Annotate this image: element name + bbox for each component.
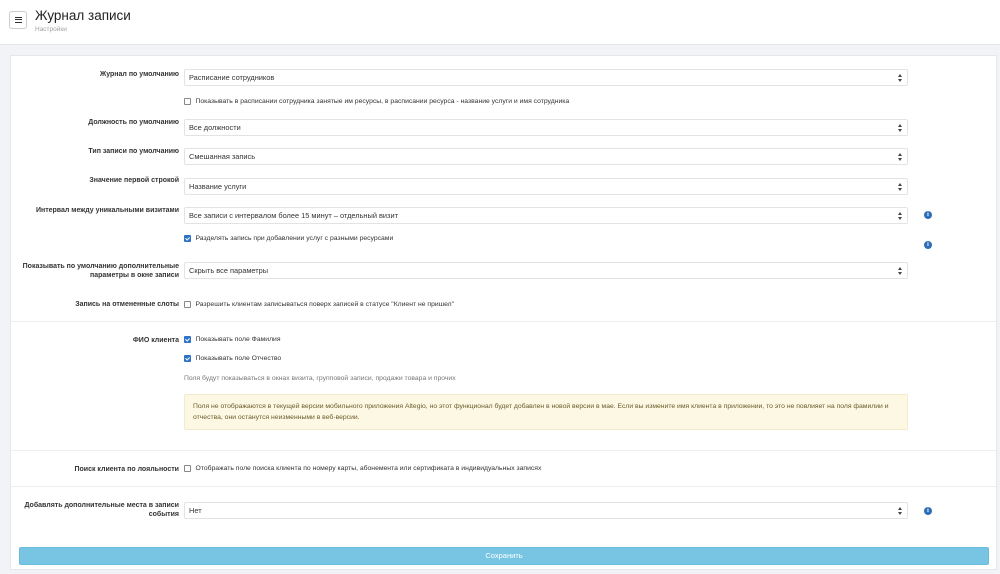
default-position-select[interactable] <box>184 119 908 136</box>
unique-visit-interval-label: Интервал между уникальными визитами <box>35 207 179 214</box>
sort-arrows-icon <box>898 124 903 132</box>
sort-arrows-icon <box>898 507 903 515</box>
save-button[interactable]: Сохранить <box>19 547 989 565</box>
mobile-app-warning: Поля не отображаются в текущей версии мобильного приложения Altegio, но этот функционал будет добавлен в новой версии в мае. Если вы измените имя клиента в приложении, то это не повлияет на поля фамилии и отчества, они останутся неизменными в веб-версии. <box>184 394 908 430</box>
settings-form <box>10 55 997 570</box>
sort-arrows-icon <box>898 74 903 82</box>
split-record-label: Разделять запись при добавлении услуг с разными ресурсами <box>195 235 394 242</box>
show-busy-resources-checkbox[interactable] <box>184 98 569 105</box>
page-header <box>0 0 1000 45</box>
client-name-hint: Поля будут показываться в окнах визита, групповой записи, продажи товара и прочих <box>184 375 456 382</box>
sort-arrows-icon <box>898 212 903 220</box>
page-title: Журнал записи <box>35 8 131 23</box>
unique-visit-interval-value: Все записи с интервалом более 15 минут – отдельный визит <box>189 211 398 220</box>
cancelled-slots-checkbox[interactable] <box>184 301 454 308</box>
section-divider <box>11 486 996 487</box>
extra-places-value: Нет <box>189 506 202 515</box>
cancelled-slots-checkbox-label: Разрешить клиентам записываться поверх записей в статусе "Клиент не пришел" <box>195 301 455 308</box>
loyalty-search-label: Поиск клиента по лояльности <box>74 466 179 473</box>
sort-arrows-icon <box>898 267 903 275</box>
section-divider <box>11 321 996 322</box>
sort-arrows-icon <box>898 153 903 161</box>
default-record-type-select[interactable] <box>184 148 908 165</box>
show-last-name-checkbox[interactable] <box>184 336 281 343</box>
loyalty-search-checkbox-label: Отображать поле поиска клиента по номеру карты, абонемента или сертификата в индивидуальных записях <box>195 465 542 472</box>
first-line-value-value: Название услуги <box>189 182 247 191</box>
default-journal-value: Расписание сотрудников <box>189 73 275 82</box>
first-line-value-select[interactable] <box>184 178 908 195</box>
unique-visit-interval-select[interactable] <box>184 207 908 224</box>
info-icon[interactable]: i <box>924 507 932 515</box>
show-patronymic-label: Показывать поле Отчество <box>195 355 282 362</box>
show-last-name-label: Показывать поле Фамилия <box>195 336 281 343</box>
show-patronymic-checkbox[interactable] <box>184 355 281 362</box>
extra-places-select[interactable] <box>184 502 908 519</box>
cancelled-slots-label: Запись на отмененные слоты <box>75 301 179 308</box>
info-icon[interactable]: i <box>924 211 932 219</box>
checkbox-checked[interactable] <box>184 235 191 242</box>
default-position-value: Все должности <box>189 123 241 132</box>
info-icon[interactable]: i <box>924 241 932 249</box>
checkbox-checked[interactable] <box>184 355 191 362</box>
checkbox-unchecked[interactable] <box>184 98 191 105</box>
hamburger-icon <box>15 17 22 23</box>
show-busy-resources-label: Показывать в расписании сотрудника занятые им ресурсы, в расписании ресурса - название услуги и имя сотрудника <box>195 98 570 105</box>
extra-params-value: Скрыть все параметры <box>189 266 269 275</box>
loyalty-search-checkbox[interactable] <box>184 465 541 472</box>
breadcrumb[interactable]: Настройки <box>35 26 67 33</box>
default-journal-select[interactable] <box>184 69 908 86</box>
section-divider <box>11 450 996 451</box>
extra-params-select[interactable] <box>184 262 908 279</box>
client-name-label: ФИО клиента <box>132 337 179 344</box>
default-position-label: Должность по умолчанию <box>88 119 179 126</box>
default-journal-label: Журнал по умолчанию <box>99 71 179 78</box>
checkbox-unchecked[interactable] <box>184 301 191 308</box>
default-record-type-value: Смешанная запись <box>189 152 256 161</box>
sort-arrows-icon <box>898 183 903 191</box>
checkbox-unchecked[interactable] <box>184 465 191 472</box>
menu-button[interactable] <box>9 11 27 29</box>
first-line-value-label: Значение первой строкой <box>89 177 179 184</box>
extra-places-label: Добавлять дополнительные места в записи события <box>24 502 179 518</box>
default-record-type-label: Тип записи по умолчанию <box>88 148 179 155</box>
checkbox-checked[interactable] <box>184 336 191 343</box>
extra-params-label: Показывать по умолчанию дополнительные параметры в окне записи <box>22 263 179 279</box>
split-record-checkbox[interactable] <box>184 235 393 242</box>
